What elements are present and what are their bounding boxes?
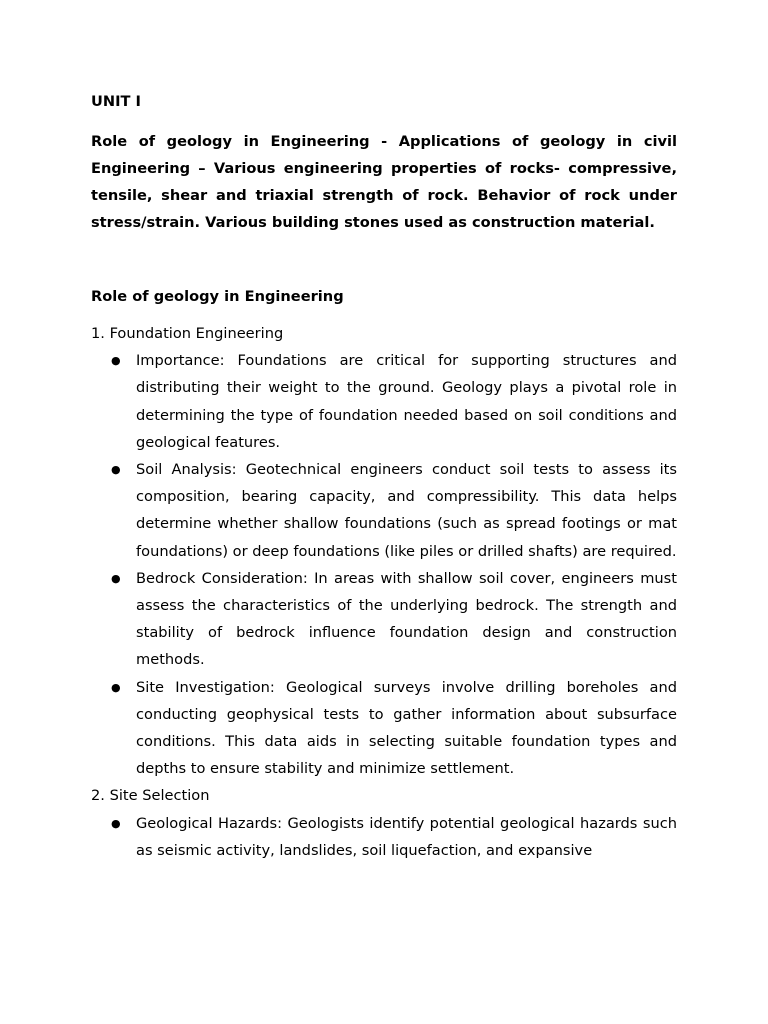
bullet-list-foundation-engineering <box>91 347 677 782</box>
syllabus-paragraph: Role of geology in Engineering - Applications of geology in civil Engineering – Various engineering properties of rocks- compressive, tensile, shear and triaxial strength of rock. Behavior of rock under stress/strain. Various building stones used as construction material. <box>91 133 677 231</box>
bullet-icon: ● <box>111 463 121 477</box>
list-item <box>91 674 677 783</box>
unit-title: UNIT I <box>91 93 141 110</box>
list-item-text: Importance: Foundations are critical for supporting structures and distributing their weight to the ground. Geology plays a pivotal role in determining the type of foundation needed based on soil conditions and geological features. <box>136 352 677 451</box>
bullet-icon: ● <box>111 680 121 694</box>
list-item <box>91 456 677 565</box>
bullet-list-site-selection <box>91 810 677 864</box>
bullet-icon: ● <box>111 816 121 830</box>
bullet-icon: ● <box>111 571 121 585</box>
list-item <box>91 347 677 456</box>
list-item-text: Site Investigation: Geological surveys involve drilling boreholes and conducting geophysical tests to gather information about subsurface conditions. This data aids in selecting suitable foundation types and depths to ensure stability and minimize settlement. <box>136 678 677 778</box>
numbered-heading-foundation-engineering: 1. Foundation Engineering <box>91 325 284 342</box>
list-item <box>91 810 677 864</box>
list-item-text: Bedrock Consideration: In areas with shallow soil cover, engineers must assess the characteristics of the underlying bedrock. The strength and stability of bedrock influence foundation design and construction methods. <box>136 569 677 669</box>
document-page <box>91 90 677 864</box>
section-heading: Role of geology in Engineering <box>91 288 344 305</box>
list-item-text: Soil Analysis: Geotechnical engineers conduct soil tests to assess its composition, bearing capacity, and compressibility. This data helps determine whether shallow foundations (such as spread footings or mat foundations) or deep foundations (like piles or drilled shafts) are required. <box>136 461 677 560</box>
list-item-text: Geological Hazards: Geologists identify potential geological hazards such as seismic activity, landslides, soil liquefaction, and expansive <box>136 814 677 859</box>
bullet-icon: ● <box>111 354 121 368</box>
numbered-heading-site-selection: 2. Site Selection <box>91 787 210 805</box>
list-item <box>91 565 677 674</box>
